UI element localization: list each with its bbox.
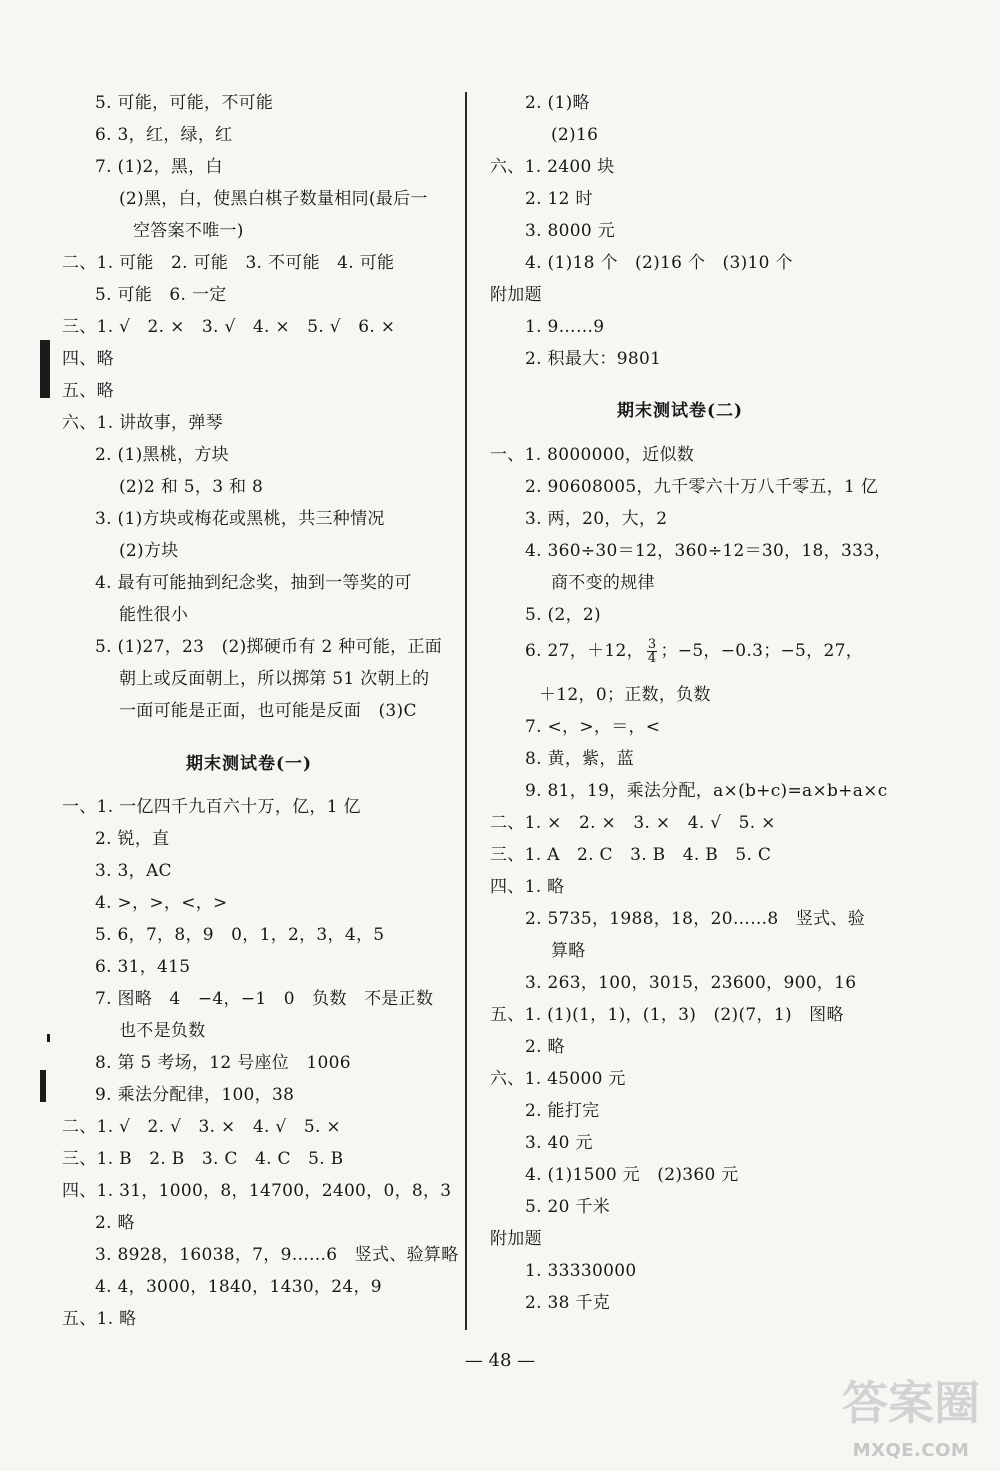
answer-line: 6. 3，红，绿，红 xyxy=(95,125,233,145)
answer-line: 3. (1)方块或梅花或黑桃，共三种情况 xyxy=(95,509,385,529)
answer-line: 二、1. √ 2. √ 3. × 4. √ 5. × xyxy=(62,1117,341,1137)
answer-line: 四、1. 略 xyxy=(490,877,565,897)
watermark-logo-text: 答案圈 xyxy=(842,1376,980,1430)
answer-line: 5. (2，2) xyxy=(525,605,601,625)
answer-line-fraction xyxy=(525,638,863,665)
answer-line: 2. 12 时 xyxy=(525,189,593,209)
answer-line: 1. 9……9 xyxy=(525,317,605,337)
answer-line: 算略 xyxy=(551,941,586,961)
page-number: — 48 — xyxy=(464,1350,536,1371)
fraction-line-suffix: ；−5，−0.3；−5，27， xyxy=(660,641,864,661)
answer-line: 5. (1)27，23 (2)掷硬币有 2 种可能，正面 xyxy=(95,637,443,657)
answer-line: 三、1. √ 2. × 3. √ 4. × 5. √ 6. × xyxy=(62,317,396,337)
answer-line: 能性很小 xyxy=(119,605,189,625)
scan-artifact xyxy=(40,1070,46,1102)
answer-line: ＋12，0；正数，负数 xyxy=(539,685,711,705)
answer-line: (2)2 和 5，3 和 8 xyxy=(119,477,264,497)
answer-line: 六、1. 45000 元 xyxy=(490,1069,626,1089)
answer-line: 4. >，>，<，> xyxy=(95,893,228,913)
section-title-final-exam-1: 期末测试卷(一) xyxy=(186,754,313,774)
answer-line: 二、1. × 2. × 3. × 4. √ 5. × xyxy=(490,813,776,833)
section-title-final-exam-2: 期末测试卷(二) xyxy=(617,401,744,421)
answer-line: 五、1. (1)(1，1)，(1，3) (2)(7，1) 图略 xyxy=(490,1005,844,1025)
scan-artifact xyxy=(47,1034,50,1042)
scan-artifact xyxy=(40,340,50,398)
answer-line: 8. 黄，紫，蓝 xyxy=(525,749,635,769)
answer-line: 2. 锐，直 xyxy=(95,829,170,849)
answer-line: 8. 第 5 考场，12 号座位 1006 xyxy=(95,1053,351,1073)
answer-line: 5. 可能，可能，不可能 xyxy=(95,93,274,113)
answer-line: (2)16 xyxy=(551,125,599,145)
answer-line: 4. (1)18 个 (2)16 个 (3)10 个 xyxy=(525,253,793,273)
answer-line: 2. (1)略 xyxy=(525,93,590,113)
answer-line: 2. 5735，1988，18，20……8 竖式、验 xyxy=(525,909,866,929)
answer-line: 3. 40 元 xyxy=(525,1133,593,1153)
answer-line: 六、1. 讲故事，弹琴 xyxy=(62,413,223,433)
answer-line: (2)黑，白，使黑白棋子数量相同(最后一 xyxy=(119,189,428,209)
answer-line: 2. (1)黑桃，方块 xyxy=(95,445,230,465)
watermark-logo xyxy=(836,1373,986,1461)
answer-line: 2. 能打完 xyxy=(525,1101,600,1121)
answer-line: 3. 8928，16038，7，9……6 竖式、验算略 xyxy=(95,1245,459,1265)
answer-line: 空答案不唯一) xyxy=(133,221,244,241)
answer-line: 9. 乘法分配律，100，38 xyxy=(95,1085,295,1105)
answer-line: 3. 两，20，大，2 xyxy=(525,509,668,529)
answer-line: 附加题 xyxy=(490,1229,542,1249)
answer-line: 也不是负数 xyxy=(119,1021,206,1041)
fraction-line-prefix: 6. 27，＋12， xyxy=(525,641,644,661)
answer-line: 五、1. 略 xyxy=(62,1309,137,1329)
answer-line: 5. 可能 6. 一定 xyxy=(95,285,227,305)
answer-line: 三、1. A 2. C 3. B 4. B 5. C xyxy=(490,845,772,865)
answer-line: 4. (1)1500 元 (2)360 元 xyxy=(525,1165,739,1185)
answer-line: 朝上或反面朝上，所以掷第 51 次朝上的 xyxy=(119,669,430,689)
answer-line: 6. 31，415 xyxy=(95,957,191,977)
answer-line: 附加题 xyxy=(490,285,542,305)
answer-line: 五、略 xyxy=(62,381,114,401)
answer-line: 7. 图略 4 −4，−1 0 负数 不是正数 xyxy=(95,989,434,1009)
answer-line: 3. 8000 元 xyxy=(525,221,615,241)
answer-line: 2. 38 千克 xyxy=(525,1293,611,1313)
fraction-three-quarters xyxy=(647,638,658,665)
answer-line: 4. 最有可能抽到纪念奖，抽到一等奖的可 xyxy=(95,573,412,593)
answer-line: 一、1. 一亿四千九百六十万，亿，1 亿 xyxy=(62,797,361,817)
answer-line: 三、1. B 2. B 3. C 4. C 5. B xyxy=(62,1149,344,1169)
answer-line: 9. 81，19，乘法分配，a×(b+c)=a×b+a×c xyxy=(525,781,888,801)
fraction-denominator: 4 xyxy=(647,651,657,666)
answer-line: 2. 积最大：9801 xyxy=(525,349,662,369)
answer-line: 一面可能是正面，也可能是反面 (3)C xyxy=(119,701,417,721)
answer-line: 2. 90608005，九千零六十万八千零五，1 亿 xyxy=(525,477,879,497)
answer-line: 一、1. 8000000，近似数 xyxy=(490,445,695,465)
answer-line: 7. <，>，＝，< xyxy=(525,717,661,737)
fraction-numerator: 3 xyxy=(647,637,657,652)
answer-line: 四、1. 31，1000，8，14700，2400，0，8，3 xyxy=(62,1181,452,1201)
answer-line: 四、略 xyxy=(62,349,114,369)
answer-line: 7. (1)2，黑，白 xyxy=(95,157,223,177)
watermark-url: MXQE.COM xyxy=(852,1440,970,1461)
answer-line: 4. 360÷30＝12，360÷12＝30，18，333， xyxy=(525,541,892,561)
answer-line: 4. 4，3000，1840，1430，24，9 xyxy=(95,1277,382,1297)
answer-line: 2. 略 xyxy=(525,1037,565,1057)
answer-line: 2. 略 xyxy=(95,1213,135,1233)
column-divider xyxy=(465,92,467,1330)
answer-line: (2)方块 xyxy=(119,541,179,561)
answer-line: 六、1. 2400 块 xyxy=(490,157,615,177)
answer-line: 商不变的规律 xyxy=(551,573,655,593)
answer-line: 3. 263，100，3015，23600，900，16 xyxy=(525,973,857,993)
answer-line: 5. 6，7，8，9 0，1，2，3，4，5 xyxy=(95,925,385,945)
answer-line: 二、1. 可能 2. 可能 3. 不可能 4. 可能 xyxy=(62,253,395,273)
answer-line: 5. 20 千米 xyxy=(525,1197,611,1217)
answer-line: 3. 3，AC xyxy=(95,861,172,881)
answer-line: 1. 33330000 xyxy=(525,1261,637,1281)
